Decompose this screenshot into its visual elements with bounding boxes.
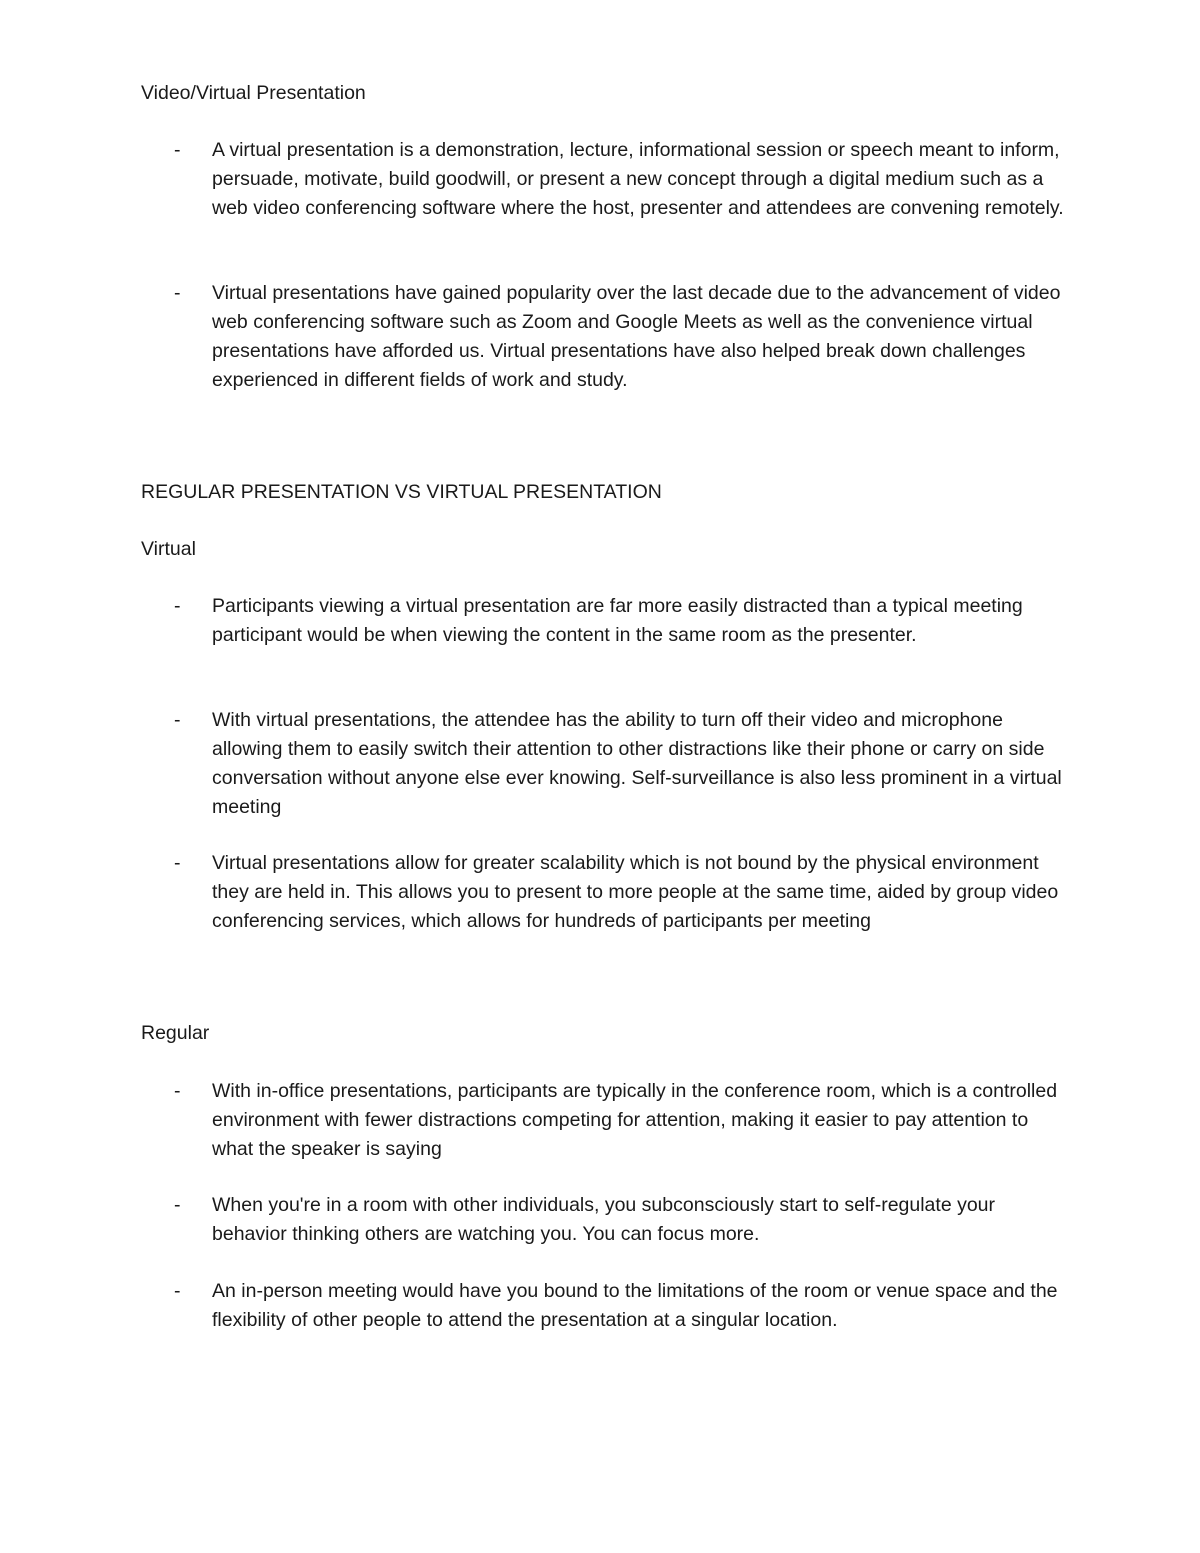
bullet-marker: - [174,139,181,161]
document-title: Video/Virtual Presentation [141,82,366,104]
bullet-text: When you're in a room with other individuals, you subconsciously start to self-regulate your behavior thinking others are watching you. You can focus more. [212,1194,996,1245]
bullet-text: With virtual presentations, the attendee has the ability to turn off their video and microphone allowing them to easily switch their attention to other distractions like their phone or carry on side conversation without anyone else ever knowing. Self-surveillance is also less prominent in a virtual meeting [212,709,1062,818]
bullet-text: Virtual presentations have gained popularity over the last decade due to the advancement of video web conferencing software such as Zoom and Google Meets as well as the convenience virtual presentations have afforded us. Virtual presentations have also helped break down challenges experienced in different fields of work and study. [212,282,1061,391]
virtual-heading: Virtual [141,538,196,560]
bullet-marker: - [174,1280,181,1302]
intro-bullet [141,136,1071,223]
regular-bullet [141,1191,1071,1249]
bullet-text: Participants viewing a virtual presentation are far more easily distracted than a typical meeting participant would be when viewing the content in the same room as the presenter. [212,595,1023,646]
virtual-bullet [141,592,1071,650]
bullet-marker: - [174,1194,181,1216]
regular-heading: Regular [141,1022,210,1044]
intro-bullet [141,279,1071,395]
virtual-bullet [141,706,1071,822]
regular-bullet [141,1077,1071,1164]
comparison-heading: REGULAR PRESENTATION VS VIRTUAL PRESENTATION [141,481,662,503]
bullet-text: With in-office presentations, participants are typically in the conference room, which is a controlled environment with fewer distractions competing for attention, making it easier to pay attention to what the speaker is saying [212,1080,1058,1160]
bullet-text: An in-person meeting would have you bound to the limitations of the room or venue space and the flexibility of other people to attend the presentation at a singular location. [212,1280,1058,1331]
bullet-marker: - [174,1080,181,1102]
bullet-marker: - [174,282,181,304]
bullet-text: Virtual presentations allow for greater scalability which is not bound by the physical environment they are held in. This allows you to present to more people at the same time, aided by group video conferencing services, which allows for hundreds of participants per meeting [212,852,1059,932]
bullet-marker: - [174,595,181,617]
bullet-text: A virtual presentation is a demonstration, lecture, informational session or speech meant to inform, persuade, motivate, build goodwill, or present a new concept through a digital medium such as a web video conferencing software where the host, presenter and attendees are convening remotely. [212,139,1064,219]
bullet-marker: - [174,709,181,731]
regular-bullet [141,1277,1071,1335]
virtual-bullet [141,849,1071,936]
bullet-marker: - [174,852,181,874]
